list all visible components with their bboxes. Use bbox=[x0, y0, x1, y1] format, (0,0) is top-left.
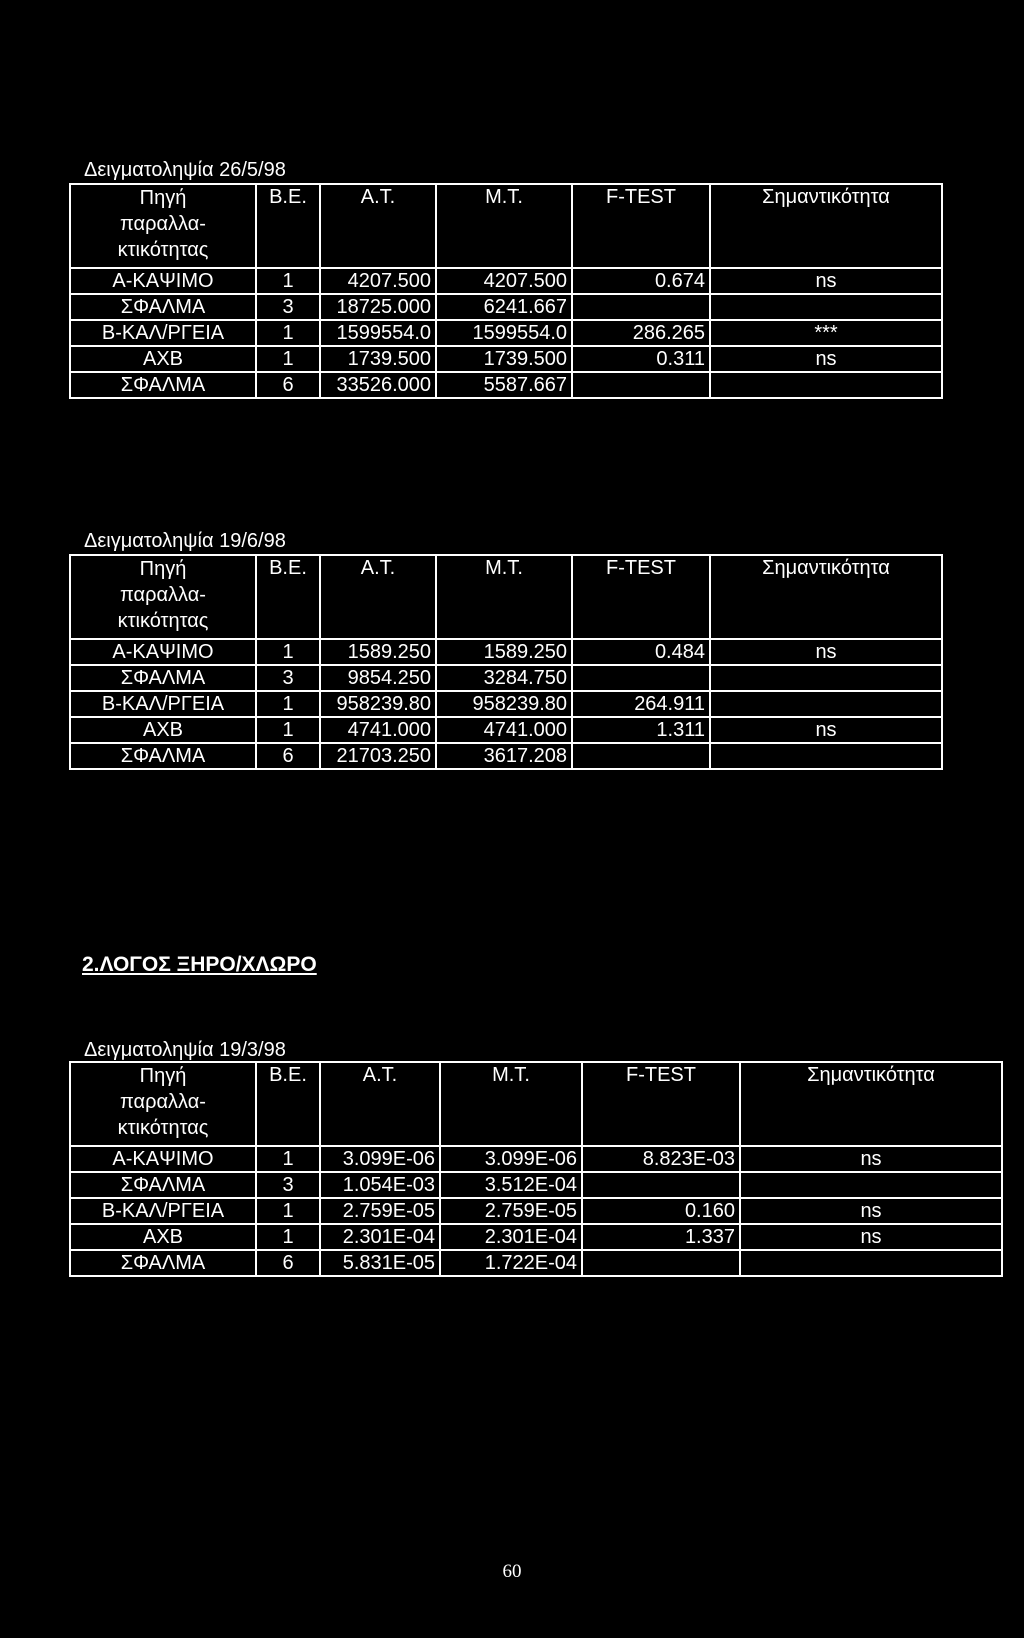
cell-ss: 1589.250 bbox=[320, 639, 436, 665]
cell-f-test: 0.160 bbox=[582, 1198, 740, 1224]
table-row bbox=[70, 1198, 1002, 1224]
cell-df: 1 bbox=[256, 1146, 320, 1172]
header-row bbox=[70, 184, 942, 268]
cell-ss: 33526.000 bbox=[320, 372, 436, 398]
anova-table-3 bbox=[69, 1061, 1003, 1277]
cell-ms: 6241.667 bbox=[436, 294, 572, 320]
header-significance: Σημαντικότητα bbox=[710, 184, 942, 268]
cell-significance bbox=[710, 665, 942, 691]
header-df: Β.Ε. bbox=[256, 1062, 320, 1146]
cell-ms: 1589.250 bbox=[436, 639, 572, 665]
cell-source: ΣΦΑΛΜΑ bbox=[70, 372, 256, 398]
header-f-test: F-TEST bbox=[572, 555, 710, 639]
table-caption-1: Δειγματοληψία 26/5/98 bbox=[84, 159, 286, 181]
cell-df: 3 bbox=[256, 294, 320, 320]
table-row bbox=[70, 320, 942, 346]
cell-ss: 3.099E-06 bbox=[320, 1146, 440, 1172]
cell-ms: 2.301E-04 bbox=[440, 1224, 582, 1250]
header-f-test: F-TEST bbox=[582, 1062, 740, 1146]
cell-significance bbox=[710, 743, 942, 769]
anova-table-2 bbox=[69, 554, 943, 770]
cell-source: ΑΧΒ bbox=[70, 1224, 256, 1250]
anova-table-1 bbox=[69, 183, 943, 399]
header-ms: Μ.Τ. bbox=[440, 1062, 582, 1146]
cell-source: Β-ΚΑΛ/ΡΓΕΙΑ bbox=[70, 1198, 256, 1224]
cell-df: 1 bbox=[256, 268, 320, 294]
table-row bbox=[70, 294, 942, 320]
cell-significance: *** bbox=[710, 320, 942, 346]
table-caption-3: Δειγματοληψία 19/3/98 bbox=[84, 1039, 286, 1061]
cell-df: 1 bbox=[256, 320, 320, 346]
header-df: Β.Ε. bbox=[256, 555, 320, 639]
cell-f-test: 1.311 bbox=[572, 717, 710, 743]
header-df: Β.Ε. bbox=[256, 184, 320, 268]
cell-df: 3 bbox=[256, 665, 320, 691]
cell-f-test: 0.484 bbox=[572, 639, 710, 665]
cell-ms: 4741.000 bbox=[436, 717, 572, 743]
table-row bbox=[70, 1146, 1002, 1172]
cell-f-test bbox=[572, 294, 710, 320]
cell-df: 1 bbox=[256, 1198, 320, 1224]
cell-df: 1 bbox=[256, 346, 320, 372]
cell-source: Β-ΚΑΛ/ΡΓΕΙΑ bbox=[70, 320, 256, 346]
cell-ss: 5.831E-05 bbox=[320, 1250, 440, 1276]
cell-source: Α-ΚΑΨΙΜΟ bbox=[70, 268, 256, 294]
cell-df: 1 bbox=[256, 1224, 320, 1250]
cell-significance bbox=[740, 1172, 1002, 1198]
header-source-line: Πηγή bbox=[139, 1065, 187, 1087]
cell-significance: ns bbox=[740, 1198, 1002, 1224]
section-heading: 2.ΛΟΓΟΣ ΞΗΡΟ/ΧΛΩΡΟ bbox=[82, 953, 317, 976]
cell-source: ΑΧΒ bbox=[70, 717, 256, 743]
cell-f-test bbox=[582, 1250, 740, 1276]
cell-source: ΣΦΑΛΜΑ bbox=[70, 1250, 256, 1276]
table-row bbox=[70, 268, 942, 294]
cell-ss: 9854.250 bbox=[320, 665, 436, 691]
cell-source: ΣΦΑΛΜΑ bbox=[70, 294, 256, 320]
table-row bbox=[70, 717, 942, 743]
cell-ss: 2.759E-05 bbox=[320, 1198, 440, 1224]
cell-significance: ns bbox=[710, 717, 942, 743]
cell-significance: ns bbox=[710, 268, 942, 294]
cell-ss: 1.054E-03 bbox=[320, 1172, 440, 1198]
header-significance: Σημαντικότητα bbox=[710, 555, 942, 639]
cell-ss: 958239.80 bbox=[320, 691, 436, 717]
cell-significance: ns bbox=[740, 1224, 1002, 1250]
header-source bbox=[70, 555, 256, 639]
page-number: 60 bbox=[502, 1561, 522, 1582]
cell-source: ΣΦΑΛΜΑ bbox=[70, 743, 256, 769]
cell-ms: 3617.208 bbox=[436, 743, 572, 769]
cell-f-test: 264.911 bbox=[572, 691, 710, 717]
cell-significance bbox=[710, 372, 942, 398]
cell-significance bbox=[710, 691, 942, 717]
header-ss: Α.Τ. bbox=[320, 555, 436, 639]
cell-ss: 2.301E-04 bbox=[320, 1224, 440, 1250]
cell-ms: 1739.500 bbox=[436, 346, 572, 372]
cell-f-test: 286.265 bbox=[572, 320, 710, 346]
header-source-line: κτικότητας bbox=[117, 1117, 209, 1139]
header-source-line: κτικότητας bbox=[117, 610, 209, 632]
header-source-line: παραλλα- bbox=[120, 584, 206, 606]
cell-ms: 2.759E-05 bbox=[440, 1198, 582, 1224]
cell-f-test: 8.823E-03 bbox=[582, 1146, 740, 1172]
header-ss: Α.Τ. bbox=[320, 1062, 440, 1146]
cell-f-test bbox=[582, 1172, 740, 1198]
cell-ms: 3.512E-04 bbox=[440, 1172, 582, 1198]
cell-f-test: 0.311 bbox=[572, 346, 710, 372]
table-row bbox=[70, 346, 942, 372]
cell-df: 3 bbox=[256, 1172, 320, 1198]
cell-ms: 4207.500 bbox=[436, 268, 572, 294]
cell-f-test bbox=[572, 743, 710, 769]
cell-ms: 958239.80 bbox=[436, 691, 572, 717]
cell-ms: 3.099E-06 bbox=[440, 1146, 582, 1172]
table-row bbox=[70, 1172, 1002, 1198]
cell-ms: 1.722E-04 bbox=[440, 1250, 582, 1276]
header-row bbox=[70, 555, 942, 639]
header-source-line: παραλλα- bbox=[120, 213, 206, 235]
cell-ss: 4741.000 bbox=[320, 717, 436, 743]
cell-ms: 3284.750 bbox=[436, 665, 572, 691]
header-row bbox=[70, 1062, 1002, 1146]
cell-source: Α-ΚΑΨΙΜΟ bbox=[70, 1146, 256, 1172]
cell-source: ΑΧΒ bbox=[70, 346, 256, 372]
header-source bbox=[70, 184, 256, 268]
cell-ss: 1599554.0 bbox=[320, 320, 436, 346]
cell-source: Β-ΚΑΛ/ΡΓΕΙΑ bbox=[70, 691, 256, 717]
cell-df: 1 bbox=[256, 639, 320, 665]
cell-source: ΣΦΑΛΜΑ bbox=[70, 665, 256, 691]
table-row bbox=[70, 1250, 1002, 1276]
header-source-line: παραλλα- bbox=[120, 1091, 206, 1113]
table-row bbox=[70, 372, 942, 398]
cell-significance: ns bbox=[740, 1146, 1002, 1172]
cell-significance bbox=[710, 294, 942, 320]
cell-ss: 1739.500 bbox=[320, 346, 436, 372]
header-source-line: Πηγή bbox=[139, 187, 187, 209]
cell-ss: 18725.000 bbox=[320, 294, 436, 320]
cell-df: 6 bbox=[256, 743, 320, 769]
cell-f-test bbox=[572, 665, 710, 691]
table-row bbox=[70, 743, 942, 769]
header-significance: Σημαντικότητα bbox=[740, 1062, 1002, 1146]
table-caption-2: Δειγματοληψία 19/6/98 bbox=[84, 530, 286, 552]
cell-df: 1 bbox=[256, 717, 320, 743]
cell-f-test: 1.337 bbox=[582, 1224, 740, 1250]
table-row bbox=[70, 691, 942, 717]
cell-source: Α-ΚΑΨΙΜΟ bbox=[70, 639, 256, 665]
cell-significance bbox=[740, 1250, 1002, 1276]
table-row bbox=[70, 665, 942, 691]
cell-significance: ns bbox=[710, 346, 942, 372]
cell-significance: ns bbox=[710, 639, 942, 665]
header-f-test: F-TEST bbox=[572, 184, 710, 268]
cell-df: 6 bbox=[256, 372, 320, 398]
header-ms: Μ.Τ. bbox=[436, 555, 572, 639]
cell-ss: 4207.500 bbox=[320, 268, 436, 294]
cell-ms: 5587.667 bbox=[436, 372, 572, 398]
cell-df: 1 bbox=[256, 691, 320, 717]
header-source-line: κτικότητας bbox=[117, 239, 209, 261]
cell-df: 6 bbox=[256, 1250, 320, 1276]
header-source bbox=[70, 1062, 256, 1146]
cell-f-test: 0.674 bbox=[572, 268, 710, 294]
cell-ms: 1599554.0 bbox=[436, 320, 572, 346]
cell-ss: 21703.250 bbox=[320, 743, 436, 769]
cell-f-test bbox=[572, 372, 710, 398]
header-source-line: Πηγή bbox=[139, 558, 187, 580]
header-ss: Α.Τ. bbox=[320, 184, 436, 268]
table-row bbox=[70, 639, 942, 665]
header-ms: Μ.Τ. bbox=[436, 184, 572, 268]
table-row bbox=[70, 1224, 1002, 1250]
cell-source: ΣΦΑΛΜΑ bbox=[70, 1172, 256, 1198]
